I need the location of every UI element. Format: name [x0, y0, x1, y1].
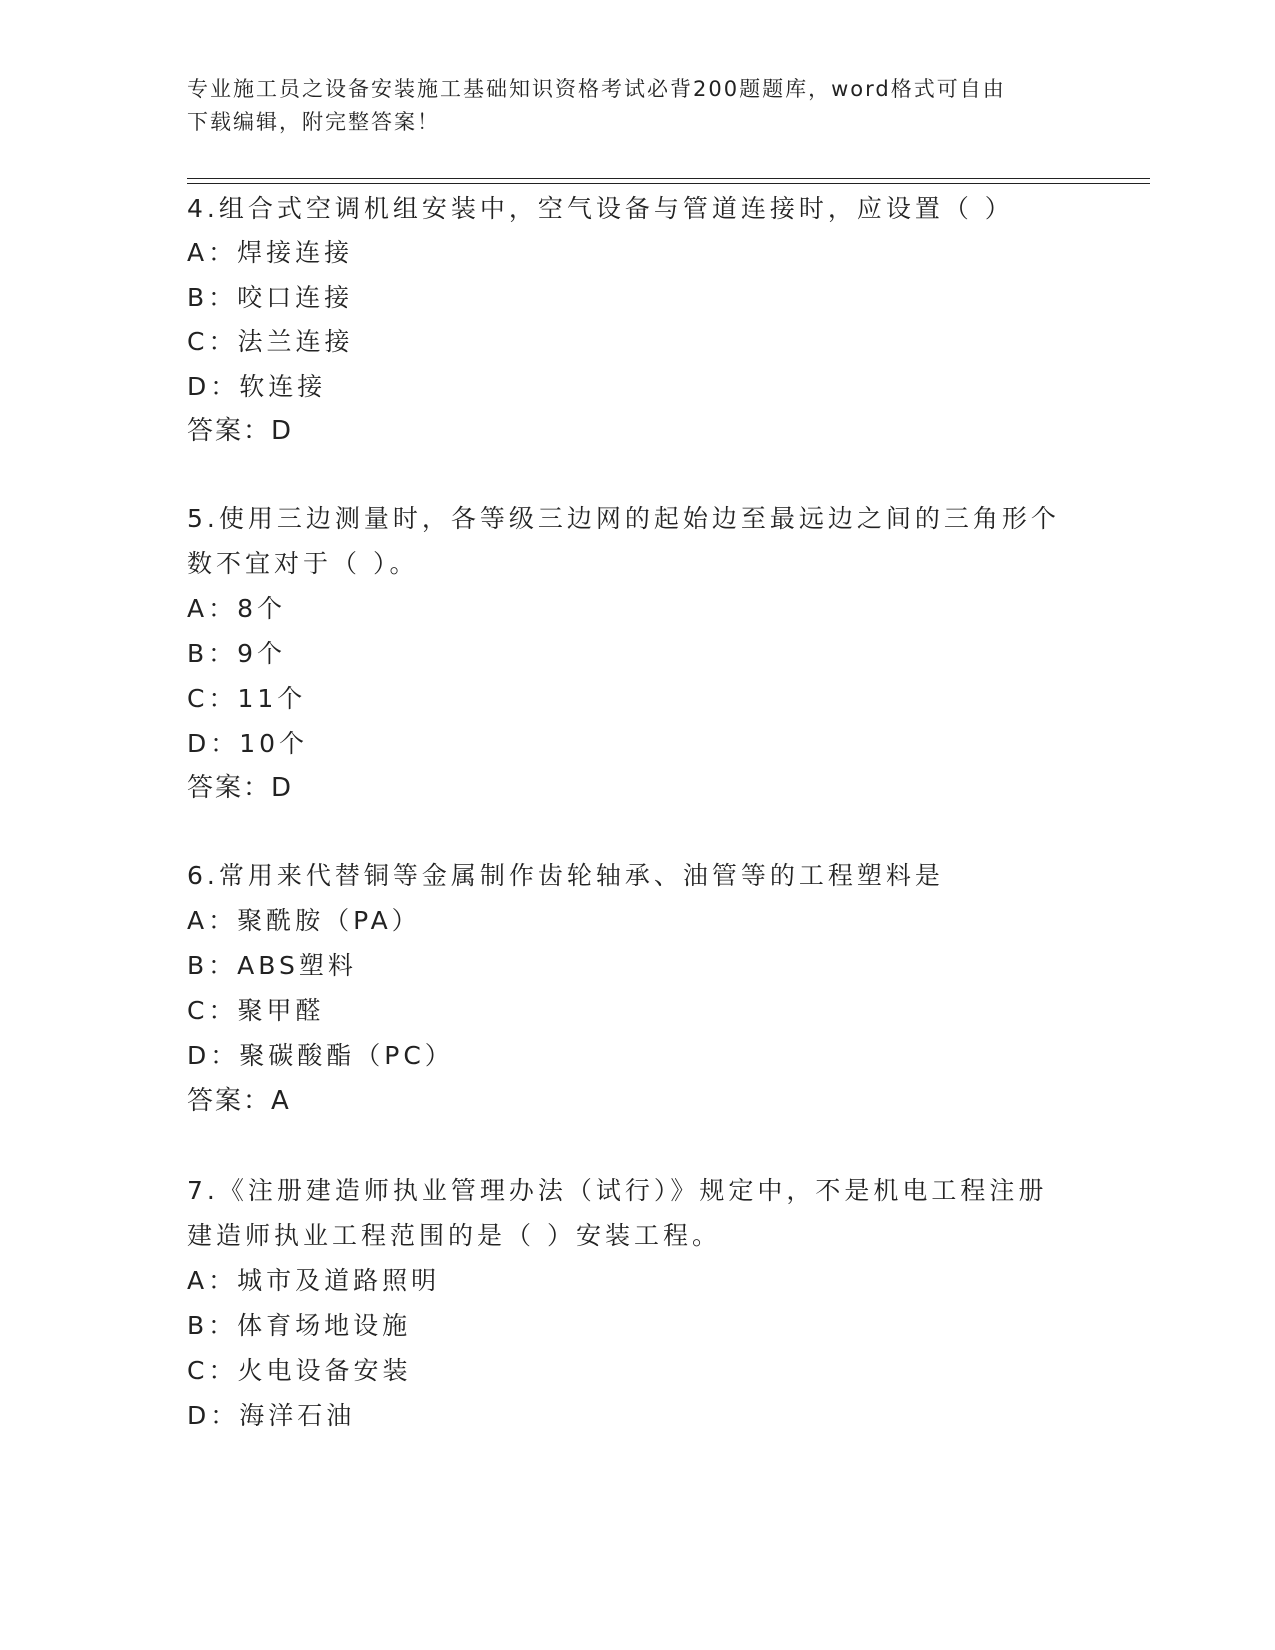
question-7-option-d: D：海洋石油 — [187, 1401, 356, 1430]
header-line-2: 下载编辑，附完整答案！ — [187, 110, 440, 134]
question-5-stem-line-2: 数不宜对于（ ）。 — [187, 549, 419, 578]
question-6-option-d: D：聚碳酸酯（PC） — [187, 1041, 454, 1070]
question-4-stem: 4.组合式空调机组安装中，空气设备与管道连接时，应设置（ ） — [187, 194, 1014, 223]
question-6-option-b: B：ABS塑料 — [187, 951, 357, 980]
question-5-option-c: C：11个 — [187, 684, 307, 713]
question-6-option-a: A：聚酰胺（PA） — [187, 906, 421, 935]
question-7-stem-line-2: 建造师执业工程范围的是（ ）安装工程。 — [187, 1221, 721, 1250]
question-7-stem-line-1: 7.《注册建造师执业管理办法（试行）》规定中，不是机电工程注册 — [187, 1176, 1048, 1205]
question-4-answer: 答案：D — [187, 416, 294, 446]
question-6-answer: 答案：A — [187, 1086, 291, 1116]
question-5-answer: 答案：D — [187, 773, 294, 803]
question-5-option-b: B：9个 — [187, 639, 287, 668]
question-6-stem: 6.常用来代替铜等金属制作齿轮轴承、油管等的工程塑料是 — [187, 861, 944, 890]
question-6-option-c: C：聚甲醛 — [187, 996, 325, 1025]
question-7-option-c: C：火电设备安装 — [187, 1356, 412, 1385]
header-line-1: 专业施工员之设备安装施工基础知识资格考试必背200题题库，word格式可自由 — [187, 77, 1006, 101]
question-7-option-a: A：城市及道路照明 — [187, 1266, 441, 1295]
question-4-option-b: B：咬口连接 — [187, 283, 354, 312]
header-divider-bottom — [187, 183, 1150, 184]
question-7-option-b: B：体育场地设施 — [187, 1311, 412, 1340]
question-5-option-d: D：10个 — [187, 729, 309, 758]
question-5-option-a: A：8个 — [187, 594, 287, 623]
header-divider-top — [187, 178, 1150, 179]
question-4-option-d: D：软连接 — [187, 372, 327, 401]
document-header — [187, 73, 1067, 139]
question-4-option-c: C：法兰连接 — [187, 327, 354, 356]
question-4-option-a: A：焊接连接 — [187, 238, 354, 267]
question-5-stem-line-1: 5.使用三边测量时，各等级三边网的起始边至最远边之间的三角形个 — [187, 504, 1060, 533]
